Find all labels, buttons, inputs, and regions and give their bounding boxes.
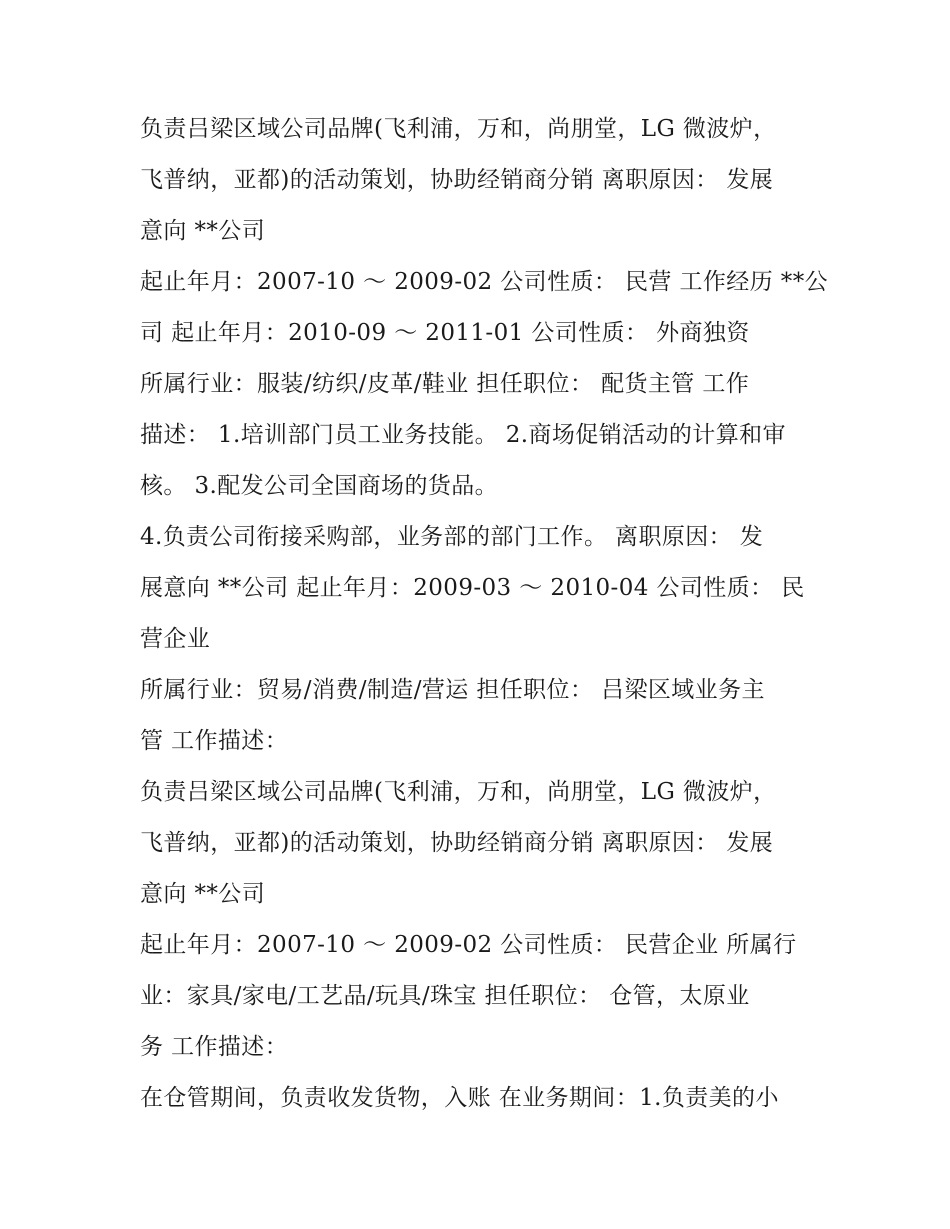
text-line: 4.负责公司衔接采购部，业务部的部门工作。 离职原因： 发 xyxy=(140,524,764,550)
text-line: 所属行业：贸易/消费/制造/营运 担任职位： 吕梁区域业务主 xyxy=(140,677,765,703)
text-line: 业：家具/家电/工艺品/玩具/珠宝 担任职位： 仓管，太原业 xyxy=(140,983,750,1009)
text-line: 负责吕梁区域公司品牌(飞利浦，万和，尚朋堂，LG 微波炉， xyxy=(140,779,777,805)
text-line: 核。 3.配发公司全国商场的货品。 xyxy=(140,473,499,499)
document-body xyxy=(140,104,829,1124)
text-line: 描述： 1.培训部门员工业务技能。 2.商场促销活动的计算和审 xyxy=(140,422,786,448)
text-line: 起止年月：2007-10 ～ 2009-02 公司性质： 民营 工作经历 **公 xyxy=(140,269,829,295)
text-line: 意向 **公司 xyxy=(140,881,266,907)
text-line: 展意向 **公司 起止年月：2009-03 ～ 2010-04 公司性质： 民 xyxy=(140,575,805,601)
text-line: 负责吕梁区域公司品牌(飞利浦，万和，尚朋堂，LG 微波炉， xyxy=(140,116,777,142)
text-line: 飞普纳，亚都)的活动策划，协助经销商分销 离职原因： 发展 xyxy=(140,830,774,856)
text-line: 飞普纳，亚都)的活动策划，协助经销商分销 离职原因： 发展 xyxy=(140,167,774,193)
text-line: 意向 **公司 xyxy=(140,218,266,244)
text-line: 所属行业：服装/纺织/皮革/鞋业 担任职位： 配货主管 工作 xyxy=(140,371,750,397)
text-line: 管 工作描述： xyxy=(140,728,289,754)
text-line: 务 工作描述： xyxy=(140,1034,289,1060)
text-line: 营企业 xyxy=(140,626,211,652)
text-line: 起止年月：2007-10 ～ 2009-02 公司性质： 民营企业 所属行 xyxy=(140,932,797,958)
text-line: 在仓管期间，负责收发货物，入账 在业务期间：1.负责美的小 xyxy=(140,1085,779,1111)
text-line: 司 起止年月：2010-09 ～ 2011-01 公司性质： 外商独资 xyxy=(140,320,750,346)
